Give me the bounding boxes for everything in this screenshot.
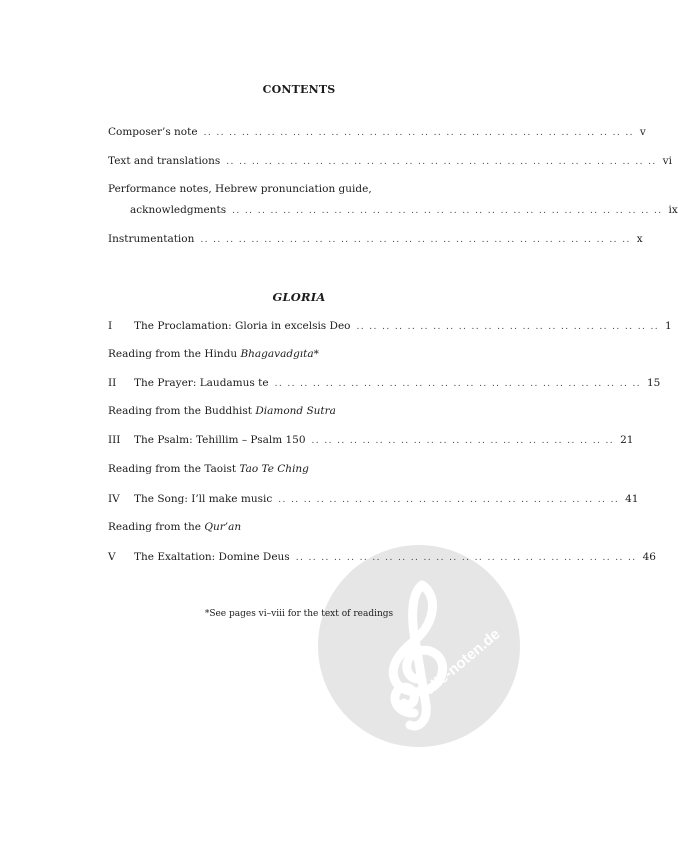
footnote: *See pages vi–viii for the text of readings — [204, 609, 394, 619]
reading-quran — [108, 520, 241, 534]
reading-buddhist — [108, 404, 336, 418]
toc-entry-title-line1: Performance notes, Hebrew pronunciation guide, — [108, 183, 372, 195]
dot-leader: .. .. .. .. .. .. .. .. .. .. .. .. .. .. .. .. .. .. .. .. .. .. .. .. .. .. .. — [278, 495, 620, 505]
toc-entry-instrumentation[interactable] — [108, 232, 643, 246]
movement-title: The Exaltation: Domine Deus — [134, 551, 290, 563]
toc-entry-text-translations[interactable] — [108, 154, 672, 168]
dot-leader: .. .. .. .. .. .. .. .. .. .. .. .. .. .. .. .. .. .. .. .. .. .. .. .. .. .. .. .. .. .. .. .. .. .. — [226, 157, 657, 167]
toc-entry-page: ix — [668, 204, 678, 216]
movement-page: 41 — [625, 493, 639, 505]
reading-prefix: Reading from the Buddhist — [108, 405, 256, 417]
reading-hindu — [108, 347, 319, 361]
dot-leader: .. .. .. .. .. .. .. .. .. .. .. .. .. .. .. .. .. .. .. .. .. .. .. .. .. .. .. .. .. .. .. .. .. .. — [203, 128, 634, 138]
reading-work: Tao Te Ching — [239, 463, 309, 475]
movement-number: I — [108, 320, 113, 332]
toc-entry-page: v — [639, 126, 646, 138]
movement-title: The Proclamation: Gloria in excelsis Deo — [134, 320, 351, 332]
toc-entry-composers-note[interactable] — [108, 125, 646, 139]
reading-prefix: Reading from the — [108, 521, 205, 533]
movement-title: The Prayer: Laudamus te — [134, 377, 269, 389]
movement-entry-iv[interactable] — [108, 492, 639, 506]
reading-prefix: Reading from the Taoist — [108, 463, 240, 475]
toc-entry-page: vi — [662, 155, 672, 167]
toc-entry-title: acknowledgments — [130, 204, 227, 216]
movement-number: II — [108, 377, 117, 389]
movement-title: The Psalm: Tehillim – Psalm 150 — [134, 434, 306, 446]
movement-entry-v[interactable] — [108, 550, 656, 564]
dot-leader: .. .. .. .. .. .. .. .. .. .. .. .. .. .. .. .. .. .. .. .. .. .. .. .. .. .. .. .. .. .. .. .. .. .. — [232, 206, 663, 216]
dot-leader: .. .. .. .. .. .. .. .. .. .. .. .. .. .. .. .. .. .. .. .. .. .. .. .. .. .. .. .. .. .. .. .. .. .. — [200, 235, 631, 245]
movement-number: III — [108, 434, 121, 446]
dot-leader: .. .. .. .. .. .. .. .. .. .. .. .. .. .. .. .. .. .. .. .. .. .. .. .. .. .. .. .. .. — [274, 379, 641, 389]
reading-work: Bhagavadgıta — [240, 348, 314, 360]
dot-leader: .. .. .. .. .. .. .. .. .. .. .. .. .. .. .. .. .. .. .. .. .. .. .. .. .. .. .. — [295, 553, 637, 563]
contents-heading: CONTENTS — [262, 83, 336, 96]
movement-page: 15 — [647, 377, 661, 389]
dot-leader: .. .. .. .. .. .. .. .. .. .. .. .. .. .. .. .. .. .. .. .. .. .. .. .. — [311, 436, 615, 446]
reading-prefix: Reading from the Hindu — [108, 348, 241, 360]
movement-entry-iii[interactable] — [108, 433, 634, 447]
reading-work: Qur’an — [204, 521, 242, 533]
svg-text:alle-noten.de: alle-noten.de — [421, 625, 504, 699]
reading-taoist — [108, 462, 309, 476]
movement-entry-i[interactable] — [108, 319, 672, 333]
reading-work: Diamond Sutra — [255, 405, 336, 417]
toc-entry-page: x — [636, 233, 643, 245]
gloria-heading: GLORIA — [272, 290, 326, 304]
movement-title: The Song: I’ll make music — [134, 493, 273, 505]
movement-entry-ii[interactable] — [108, 376, 661, 390]
dot-leader: .. .. .. .. .. .. .. .. .. .. .. .. .. .. .. .. .. .. .. .. .. .. .. .. — [356, 322, 660, 332]
movement-number: V — [108, 551, 116, 563]
movement-page: 46 — [642, 551, 656, 563]
toc-entry-title: Composer’s note — [108, 126, 198, 138]
toc-entry-performance-notes[interactable] — [130, 203, 678, 217]
toc-entry-title: Text and translations — [108, 155, 221, 167]
toc-entry-title: Instrumentation — [108, 233, 195, 245]
movement-page: 21 — [620, 434, 634, 446]
movement-page: 1 — [665, 320, 672, 332]
movement-number: IV — [108, 493, 120, 505]
reading-footnote-mark: * — [313, 348, 319, 360]
